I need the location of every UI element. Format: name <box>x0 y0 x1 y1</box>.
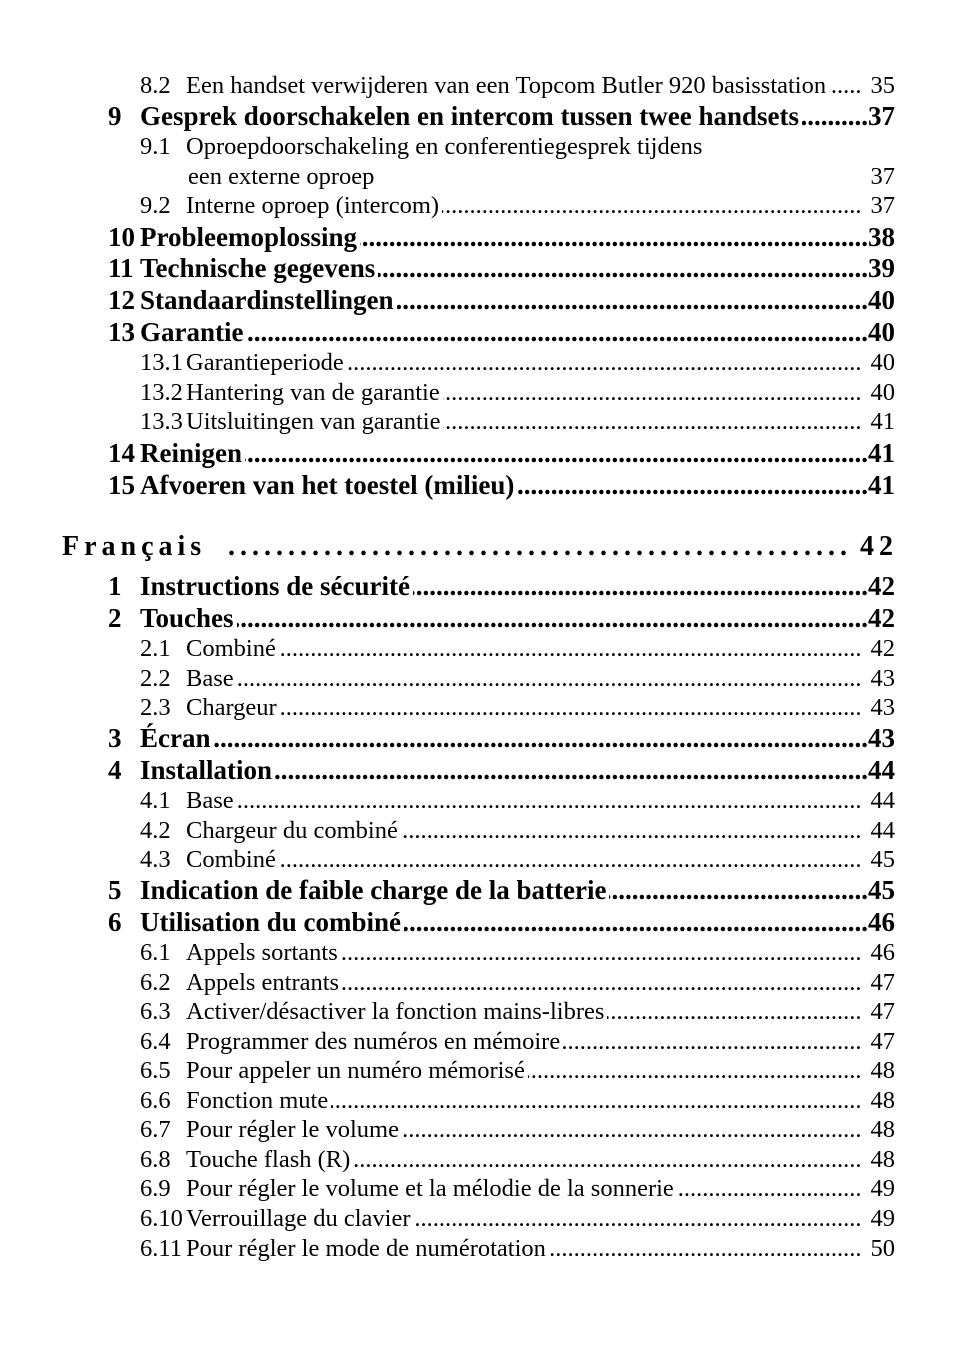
dot-leader <box>279 634 862 664</box>
entry-number: 9.1 <box>140 133 171 160</box>
entry-title: Activer/désactiver la fonction mains-libres <box>186 998 605 1025</box>
entry-title: Touches <box>140 603 234 633</box>
entry-number: 2 <box>108 603 122 633</box>
dot-leader <box>237 603 868 633</box>
dot-leader <box>413 1204 861 1234</box>
entry-number: 15 <box>108 470 135 500</box>
entry-page-number: 43 <box>868 723 895 753</box>
dot-leader <box>246 317 868 347</box>
entry-page-number: 44 <box>870 787 895 814</box>
dot-leader <box>214 723 869 753</box>
entry-page-number: 45 <box>870 846 895 873</box>
entry-page-number: 49 <box>870 1175 895 1202</box>
toc-subsection <box>140 997 895 1027</box>
toc-chapter <box>108 222 895 252</box>
dot-leader <box>331 1086 861 1116</box>
entry-number: 1 <box>108 571 122 601</box>
entry-title: Afvoeren van het toestel (milieu) <box>140 470 515 500</box>
entry-page-number: 42 <box>868 603 895 633</box>
entry-number: 4.2 <box>140 817 171 844</box>
entry-title: Touche flash (R) <box>186 1146 351 1173</box>
entry-title: Combiné <box>186 846 276 873</box>
entry-title: Garantie <box>140 317 244 347</box>
entry-page-number: 41 <box>870 408 895 435</box>
toc-chapter <box>108 253 895 283</box>
entry-page-number: 42 <box>870 635 895 662</box>
entry-number: 10 <box>108 222 135 252</box>
toc-chapter <box>108 603 895 633</box>
entry-number: 6.4 <box>140 1028 171 1055</box>
toc-chapter <box>108 317 895 347</box>
entry-number: 2.1 <box>140 635 171 662</box>
entry-number: 8.2 <box>140 72 171 99</box>
dot-leader <box>802 101 868 131</box>
toc-subsection <box>140 693 895 723</box>
toc-subsection <box>140 816 895 846</box>
dot-leader <box>397 285 868 315</box>
entry-title: Pour régler le volume <box>186 1116 399 1143</box>
toc-subsection <box>140 1174 895 1204</box>
entry-page-number: 37 <box>870 192 895 219</box>
dot-leader <box>549 1234 862 1264</box>
entry-number: 4 <box>108 755 122 785</box>
entry-title: Uitsluitingen van garantie <box>186 408 441 435</box>
entry-page-number: 48 <box>870 1057 895 1084</box>
entry-page-number: 49 <box>870 1205 895 1232</box>
toc-chapter <box>108 755 895 785</box>
toc-chapter <box>108 875 895 905</box>
entry-page-number: 46 <box>868 907 895 937</box>
entry-number: 9.2 <box>140 192 171 219</box>
entry-title: Pour appeler un numéro mémorisé <box>186 1057 525 1084</box>
toc-subsection <box>140 845 895 875</box>
entry-number: 13 <box>108 317 135 347</box>
toc-subsection <box>140 71 895 101</box>
entry-number: 5 <box>108 875 122 905</box>
entry-title: Probleemoplossing <box>140 222 358 252</box>
toc-chapter <box>108 101 895 131</box>
entry-title: Fonction mute <box>186 1087 329 1114</box>
entry-title: Installation <box>140 755 273 785</box>
dot-leader <box>609 875 868 905</box>
toc-subsection <box>140 968 895 998</box>
toc-subsection <box>140 1056 895 1086</box>
dot-leader <box>402 1115 862 1145</box>
dot-leader <box>528 1056 862 1086</box>
entry-number: 6.11 <box>140 1235 182 1262</box>
entry-page-number: 40 <box>870 379 895 406</box>
dot-leader <box>563 1027 861 1057</box>
entry-title: Base <box>186 665 234 692</box>
entry-number: 13.1 <box>140 349 183 376</box>
entry-page-number: 46 <box>870 939 895 966</box>
entry-number: 13.3 <box>140 408 183 435</box>
dot-leader <box>607 997 861 1027</box>
entry-page-number: 40 <box>870 349 895 376</box>
dot-leader <box>404 907 868 937</box>
entry-page-number: 44 <box>870 817 895 844</box>
toc-subsection <box>140 1145 895 1175</box>
entry-number: 13.2 <box>140 379 183 406</box>
entry-number: 9 <box>108 101 122 131</box>
toc-subsection <box>140 1086 895 1116</box>
dot-leader <box>237 786 862 816</box>
toc-subsection <box>140 938 895 968</box>
entry-number: 6.8 <box>140 1146 171 1173</box>
entry-title: Indication de faible charge de la batterie <box>140 875 607 905</box>
entry-title: Chargeur <box>186 694 277 721</box>
entry-title: Hantering van de garantie <box>186 379 440 406</box>
dot-leader <box>413 571 868 601</box>
dot-leader <box>443 378 862 408</box>
entry-title: Programmer des numéros en mémoire <box>186 1028 561 1055</box>
toc-chapter <box>108 571 895 601</box>
entry-title: Appels sortants <box>186 939 338 966</box>
entry-number: 11 <box>108 253 134 283</box>
entry-number: 14 <box>108 438 135 468</box>
dot-leader <box>280 693 862 723</box>
entry-number: 6.10 <box>140 1205 183 1232</box>
entry-page-number: 47 <box>870 969 895 996</box>
entry-title: Instructions de sécurité <box>140 571 410 601</box>
entry-number: 2.3 <box>140 694 171 721</box>
entry-title: Écran <box>140 723 211 753</box>
entry-title: Gesprek doorschakelen en intercom tussen twee handsets <box>140 101 799 131</box>
dot-leader <box>222 532 852 562</box>
dot-leader <box>279 845 862 875</box>
entry-number: 4.3 <box>140 846 171 873</box>
toc-chapter <box>108 723 895 753</box>
dot-leader <box>443 407 861 437</box>
entry-title: Pour régler le volume et la mélodie de la sonnerie <box>186 1175 674 1202</box>
dot-leader <box>347 348 862 378</box>
entry-title: Pour régler le mode de numérotation <box>186 1235 546 1262</box>
entry-number: 6.6 <box>140 1087 171 1114</box>
entry-title: Verrouillage du clavier <box>186 1205 411 1232</box>
entry-title: Reinigen <box>140 438 243 468</box>
dot-leader <box>829 71 861 101</box>
entry-number: 4.1 <box>140 787 171 814</box>
toc-chapter <box>108 907 895 937</box>
entry-title: Chargeur du combiné <box>186 817 398 844</box>
dot-leader <box>401 816 862 846</box>
toc-subsection <box>140 786 895 816</box>
entry-page-number: 48 <box>870 1087 895 1114</box>
toc-subsection <box>140 1027 895 1057</box>
dot-leader <box>360 222 868 252</box>
toc-subsection <box>140 664 895 694</box>
entry-number: 2.2 <box>140 665 171 692</box>
toc-subsection <box>140 132 895 162</box>
dot-leader <box>442 191 861 221</box>
toc-subsection <box>140 348 895 378</box>
dot-leader <box>342 968 861 998</box>
entry-page-number: 40 <box>868 317 895 347</box>
section-page-number: 42 <box>860 531 898 562</box>
entry-page-number: 44 <box>868 755 895 785</box>
entry-page-number: 37 <box>870 163 895 190</box>
dot-leader <box>245 438 868 468</box>
toc-subsection-continuation <box>140 162 895 192</box>
entry-title: Standaardinstellingen <box>140 285 394 315</box>
entry-page-number: 43 <box>870 665 895 692</box>
dot-leader <box>353 1145 861 1175</box>
toc-subsection <box>140 634 895 664</box>
entry-page-number: 35 <box>870 72 895 99</box>
entry-title: Utilisation du combiné <box>140 907 402 937</box>
entry-title: Technische gegevens <box>140 253 376 283</box>
dot-leader <box>237 664 862 694</box>
toc-chapter <box>108 285 895 315</box>
entry-number: 6.1 <box>140 939 171 966</box>
entry-page-number: 47 <box>870 998 895 1025</box>
dot-leader <box>517 470 868 500</box>
toc-subsection <box>140 378 895 408</box>
dot-leader <box>275 755 868 785</box>
toc-subsection <box>140 407 895 437</box>
entry-page-number: 45 <box>868 875 895 905</box>
entry-page-number: 38 <box>868 222 895 252</box>
entry-title: Combiné <box>186 635 276 662</box>
entry-title: Base <box>186 787 234 814</box>
entry-title-line-2: een externe oproep <box>188 163 375 190</box>
entry-page-number: 39 <box>868 253 895 283</box>
entry-page-number: 50 <box>870 1235 895 1262</box>
entry-number: 6.3 <box>140 998 171 1025</box>
entry-page-number: 37 <box>868 101 895 131</box>
entry-number: 6.2 <box>140 969 171 996</box>
entry-title-line-1: Oproepdoorschakeling en conferentiegesprek tijdens <box>186 133 703 160</box>
dot-leader <box>341 938 862 968</box>
entry-number: 6.9 <box>140 1175 171 1202</box>
toc-subsection <box>140 1204 895 1234</box>
section-heading-francais <box>62 532 898 562</box>
dot-leader <box>378 253 868 283</box>
entry-number: 6 <box>108 907 122 937</box>
dot-leader <box>677 1174 862 1204</box>
toc-chapter <box>108 470 895 500</box>
toc-subsection <box>140 1234 895 1264</box>
entry-title: Appels entrants <box>186 969 340 996</box>
entry-number: 3 <box>108 723 122 753</box>
toc-subsection <box>140 191 895 221</box>
entry-page-number: 48 <box>870 1116 895 1143</box>
entry-number: 12 <box>108 285 135 315</box>
entry-title: Interne oproep (intercom) <box>186 192 440 219</box>
entry-page-number: 40 <box>868 285 895 315</box>
entry-page-number: 48 <box>870 1146 895 1173</box>
entry-page-number: 47 <box>870 1028 895 1055</box>
section-title: Français <box>62 531 207 562</box>
entry-title: Een handset verwijderen van een Topcom Butler 920 basisstation <box>186 72 827 99</box>
entry-number: 6.5 <box>140 1057 171 1084</box>
toc-chapter <box>108 438 895 468</box>
entry-title: Garantieperiode <box>186 349 344 376</box>
entry-page-number: 41 <box>868 470 895 500</box>
toc-subsection <box>140 1115 895 1145</box>
entry-number: 6.7 <box>140 1116 171 1143</box>
entry-page-number: 41 <box>868 438 895 468</box>
entry-page-number: 43 <box>870 694 895 721</box>
entry-page-number: 42 <box>868 571 895 601</box>
